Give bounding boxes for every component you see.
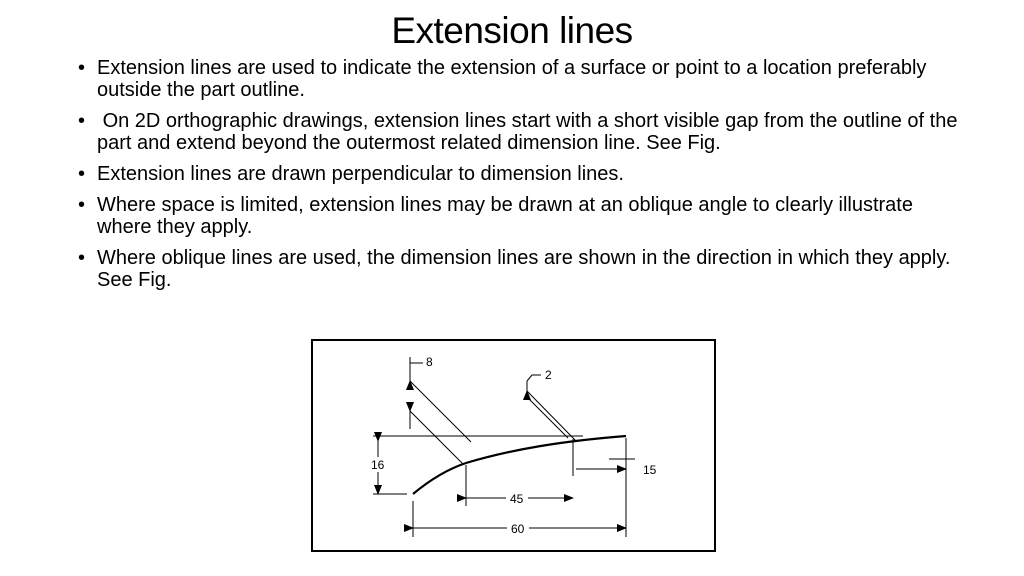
dimension-figure	[311, 339, 716, 552]
label-15: 15	[643, 463, 657, 477]
bullet-icon: •	[78, 194, 86, 216]
bullet-text: Where oblique lines are used, the dimension lines are shown in the direction in which they apply. See Fig.	[97, 247, 951, 291]
label-45: 45	[510, 492, 524, 506]
label-2: 2	[545, 368, 552, 382]
oblique-extension-8-upper	[410, 381, 471, 442]
slide-title: Extension lines	[391, 10, 633, 51]
bullet-item	[78, 110, 963, 154]
label-8: 8	[426, 355, 433, 369]
bullet-item	[78, 247, 963, 291]
bullet-icon: •	[78, 247, 86, 269]
bullet-icon: •	[78, 163, 86, 185]
label-60: 60	[511, 522, 525, 536]
label-16: 16	[371, 458, 385, 472]
bullet-icon: •	[78, 57, 86, 79]
bullet-text: Extension lines are drawn perpendicular to dimension lines.	[97, 163, 624, 185]
bullet-list	[78, 57, 963, 300]
bullet-item	[78, 57, 963, 101]
bullet-text: Extension lines are used to indicate the extension of a surface or point to a location preferably outside the part outline.	[97, 57, 927, 101]
bullet-text: Where space is limited, extension lines may be drawn at an oblique angle to clearly illustrate where they apply.	[97, 194, 913, 238]
bullet-item	[78, 163, 963, 185]
bullet-text: On 2D orthographic drawings, extension lines start with a short visible gap from the outline of the part and extend beyond the outermost related dimension line. See Fig.	[97, 110, 964, 154]
leader-2	[527, 375, 541, 381]
dimension-drawing	[313, 341, 714, 550]
oblique-extension-8-lower	[410, 411, 463, 464]
bullet-item	[78, 194, 963, 238]
part-outline-curve	[413, 436, 626, 494]
oblique-extension-2-lower	[527, 397, 568, 438]
oblique-extension-2-upper	[527, 391, 576, 441]
bullet-icon: •	[78, 110, 86, 132]
